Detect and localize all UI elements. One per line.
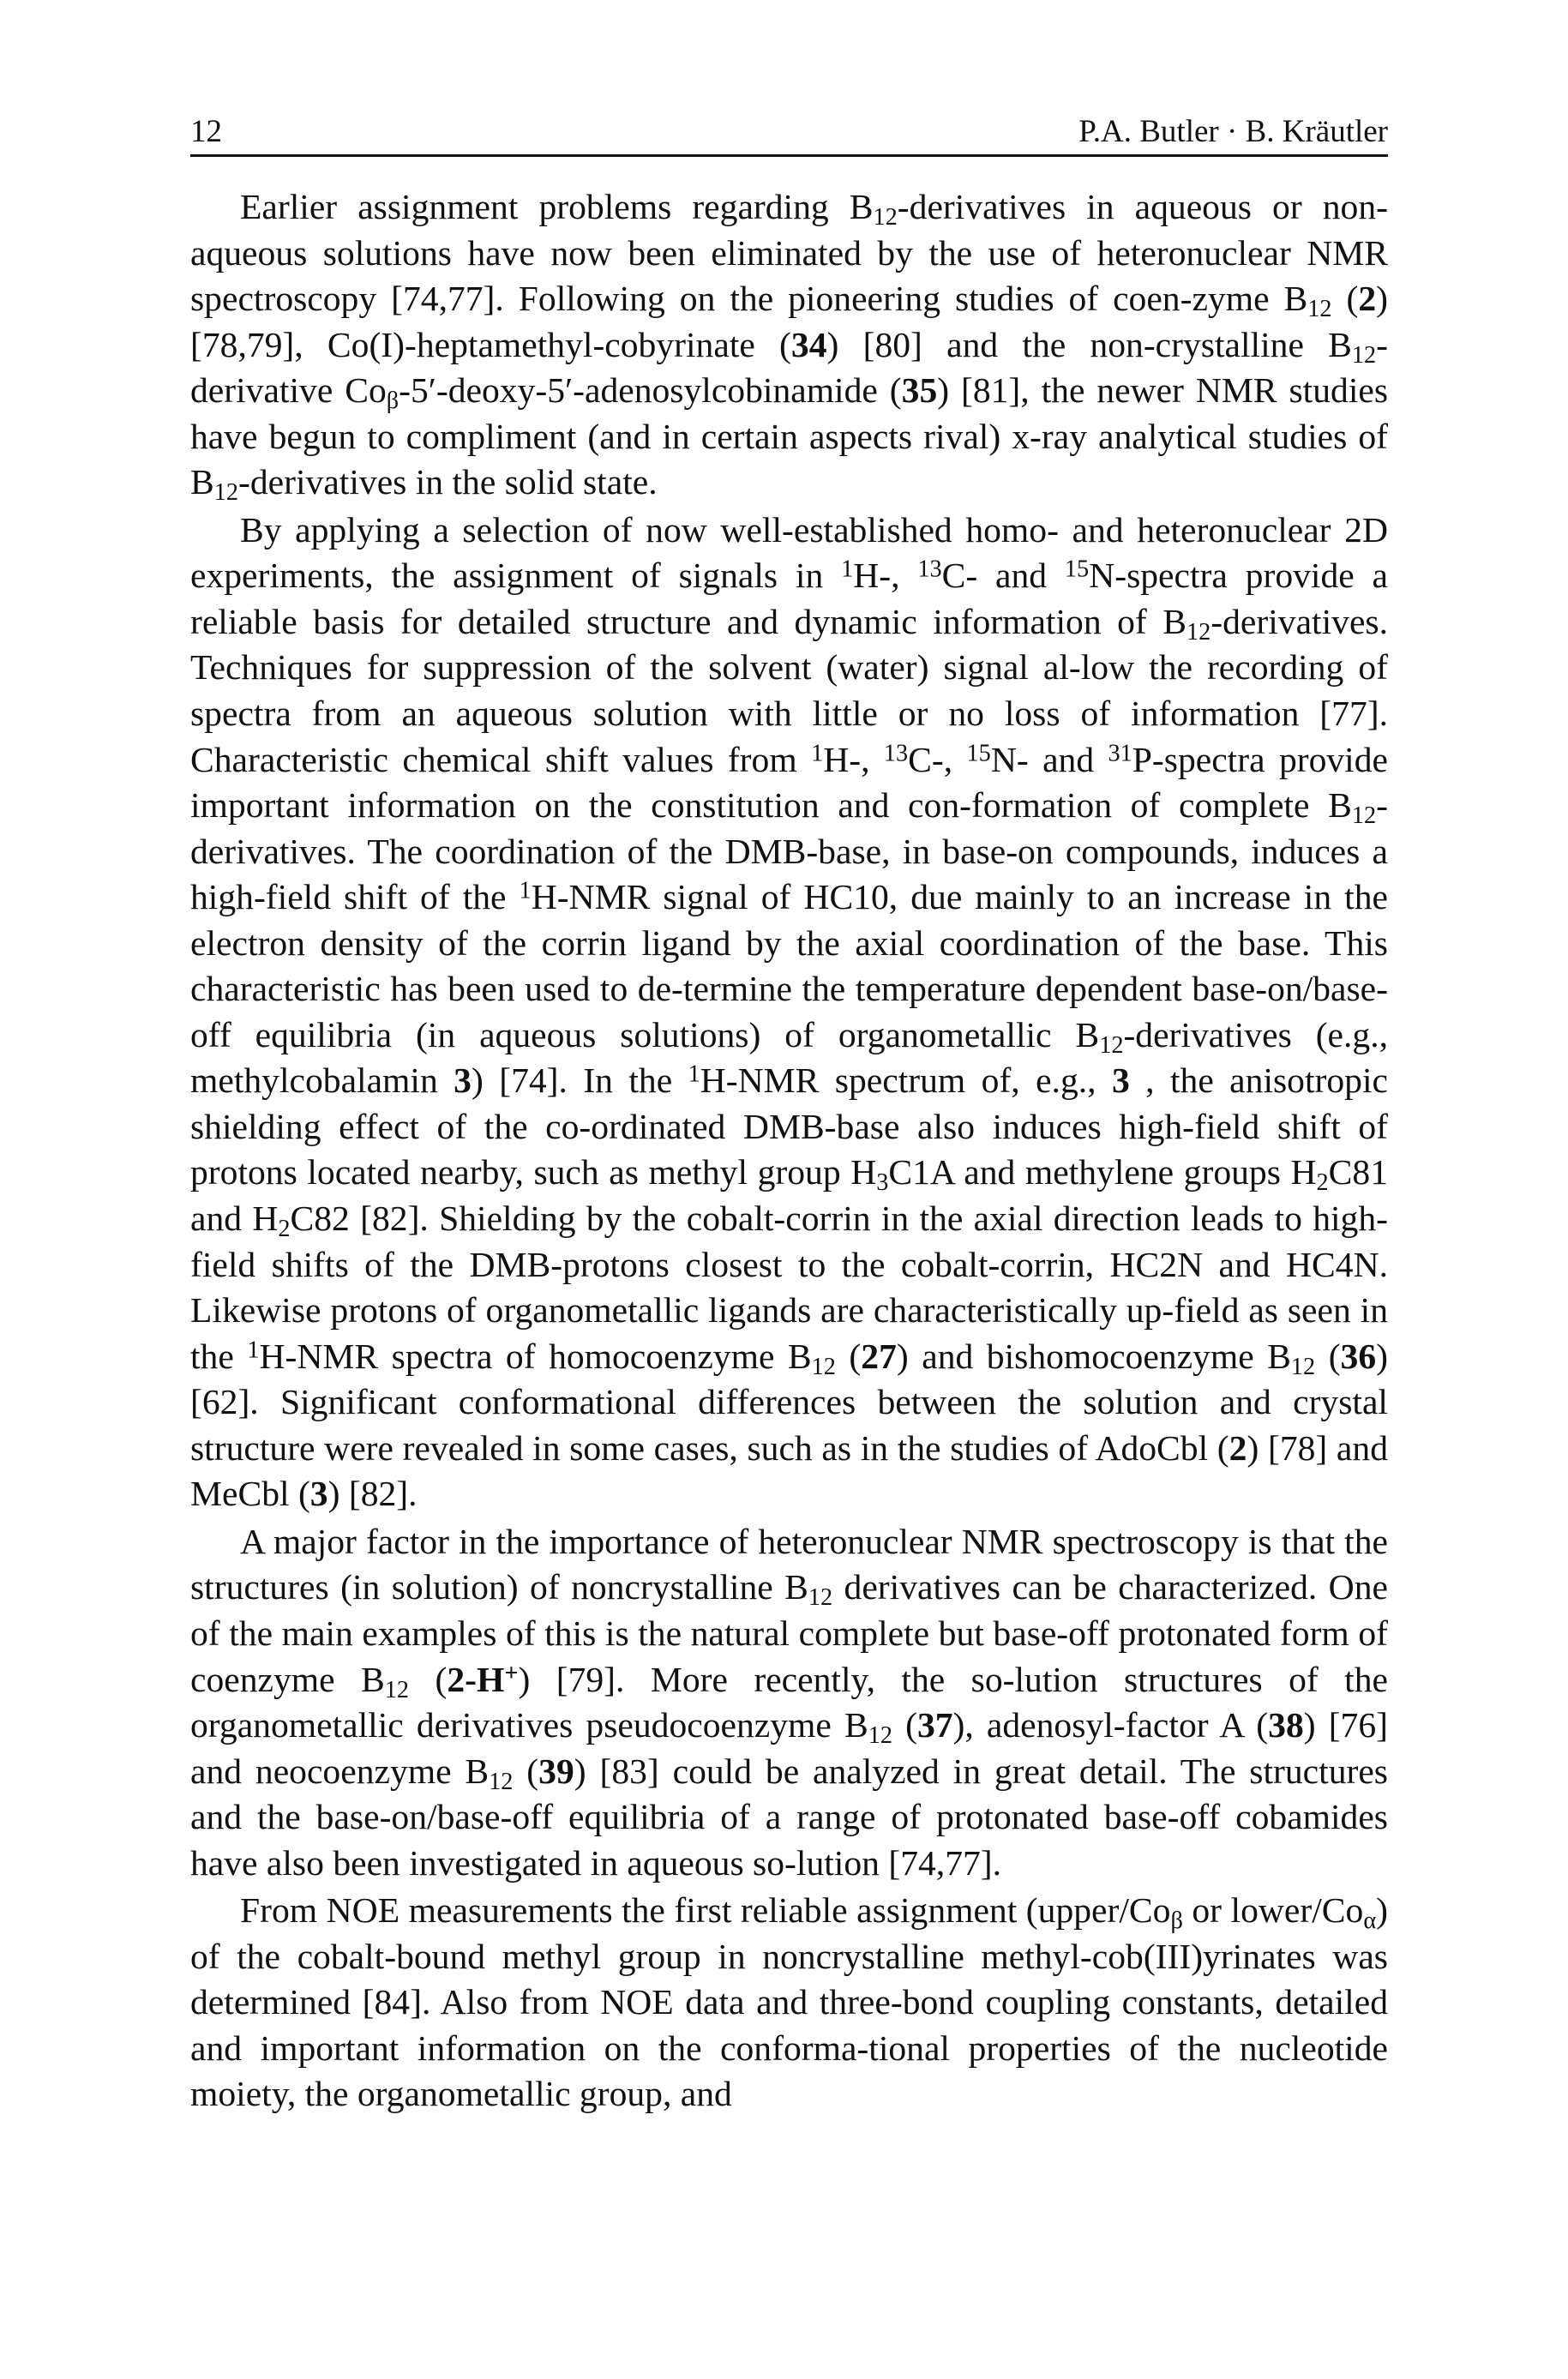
- running-head-authors: P.A. Butler · B. Kräutler: [1078, 114, 1388, 149]
- paragraph: From NOE measurements the first reliable assignment ($upper/Co_\beta$ or lower/$Co_\alpha$) of the cobalt-bound methyl group in noncrystalline methyl-cob(III)yrinates was determined [84]. Also from NOE data and three-bond coupling constants, detailed and important information on the conforma-tional properties of the nucleotide moiety, the organometallic group, and: [190, 1890, 1388, 2114]
- paragraph: By applying a selection of now well-established homo- and heteronuclear 2D experiments, the assignment of signals in $^1$H-, $^{13}$C- and $^{15}$N-spectra provide a reliable basis for detailed structure and dynamic information of $B_{12}$-derivatives. Techniques for suppression of the solvent (water) signal al-low the recording of spectra from an aqueous solution with little or no loss of information [77]. Characteristic chemical shift values from $^1$H-, $^{13}$C-, $^{15}$N- and $^{31}$P-spectra provide important information on the constitution and con-formation of complete $B_{12}$-derivatives. The coordination of the DMB-base, in base-on compounds, induces a high-field shift of the $^1$H-NMR signal of HC10, due mainly to an increase in the electron density of the corrin ligand by the axial coordination of the base. This characteristic has been used to de-termine the temperature dependent base-on/base-off equilibria (in aqueous solutions) of organometallic $B_{12}$-derivatives (e.g., methylcobalamin 3) [74]. In the $^1$H-NMR spectrum of, e.g., 3 , the anisotropic shielding effect of the co-ordinated DMB-base also induces high-field shift of protons located nearby, such as methyl group $H_3C1A$ and methylene groups $H_2C81$ and $H_2C82$ [82]. Shielding by the cobalt-corrin in the axial direction leads to high-field shifts of the DMB-protons closest to the cobalt-corrin, HC2N and HC4N. Likewise protons of organometallic ligands are characteristically up-field as seen in the $^1$H-NMR spectra of homocoenzyme $B_{12}$ (27) and bishomocoenzyme $B_{12}$ (36) [62]. Significant conformational differences between the solution and crystal structure were revealed in some cases, such as in the studies of AdoCbl (2) [78] and MeCbl (3) [82].: [190, 509, 1389, 1514]
- page-number: 12: [190, 114, 222, 149]
- body-text: [190, 184, 1388, 2119]
- running-header: [190, 103, 1388, 157]
- paragraph: Earlier assignment problems regarding $B_{12}$-derivatives in aqueous or non-aqueous solutions have now been eliminated by the use of heteronuclear NMR spectroscopy [74,77]. Following on the pioneering studies of coen-zyme $B_{12}$ (2) [78,79], Co(I)-heptamethyl-cobyrinate (34) [80] and the non-crystalline $B_{12}$-derivative $Co_\beta-5'-deoxy-5'$-adenosylcobinamide (35) [81], the newer NMR studies have begun to compliment (and in certain aspects rival) x-ray analytical studies of $B_{12}$-derivatives in the solid state.: [190, 187, 1389, 507]
- paragraph: A major factor in the importance of heteronuclear NMR spectroscopy is that the structures (in solution) of noncrystalline $B_{12}$ derivatives can be characterized. One of the main examples of this is the natural complete but base-off protonated form of coenzyme $B_{12}$ (2-H+) [79]. More recently, the so-lution structures of the organometallic derivatives pseudocoenzyme $B_{12}$ (37), adenosyl-factor A (38) [76] and neocoenzyme $B_{12}$ (39) [83] could be analyzed in great detail. The structures and the base-on/base-off equilibria of a range of protonated base-off cobamides have also been investigated in aqueous so-lution [74,77].: [190, 1521, 1388, 1883]
